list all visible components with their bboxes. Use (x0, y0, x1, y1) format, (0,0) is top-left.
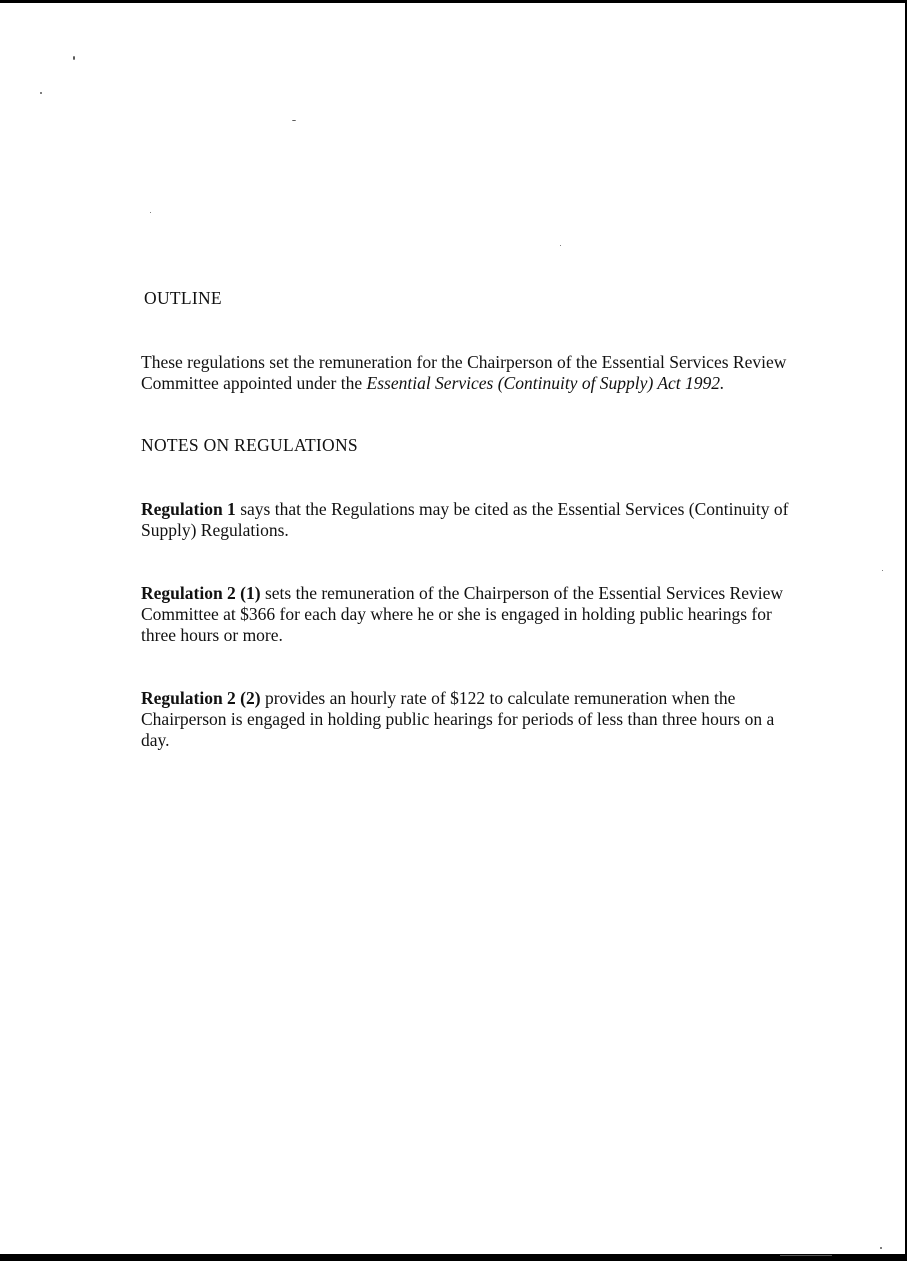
regulation-1-text: says that the Regulations may be cited as the Essential Services (Continuity of Supply) Regulations. (141, 499, 789, 540)
scan-speck (882, 570, 883, 571)
outline-text: These regulations set the remuneration for the Chairperson of the Essential Services Review Committee appointed under the (141, 352, 787, 393)
regulation-2-2-paragraph (141, 688, 801, 751)
regulation-2-1-text: sets the remuneration of the Chairperson of the Essential Services Review Committee at $366 for each day where he or she is engaged in holding public hearings for three hours or more. (141, 583, 783, 645)
act-title: Essential Services (Continuity of Supply) Act 1992. (366, 373, 725, 393)
regulation-2-2-label: Regulation 2 (2) (141, 688, 261, 708)
scan-speck (880, 1247, 882, 1249)
scan-speck (73, 56, 75, 60)
scan-border-bottom (0, 1254, 907, 1261)
regulation-2-1-paragraph (141, 583, 801, 646)
scan-speck (292, 120, 296, 121)
document-body (141, 288, 801, 751)
regulation-2-1-label: Regulation 2 (1) (141, 583, 261, 603)
regulation-1-label: Regulation 1 (141, 499, 236, 519)
notes-heading: NOTES ON REGULATIONS (141, 435, 358, 455)
scan-speck (150, 212, 151, 213)
scan-speck (780, 1255, 832, 1256)
regulation-2-2-text: provides an hourly rate of $122 to calculate remuneration when the Chairperson is engaged in holding public hearings for periods of less than three hours on a day. (141, 688, 775, 750)
outline-heading: OUTLINE (144, 288, 222, 308)
regulation-1-paragraph (141, 499, 801, 541)
scan-speck (560, 245, 561, 246)
scan-border-top (0, 0, 907, 3)
outline-paragraph (141, 352, 801, 394)
scan-speck (40, 92, 42, 94)
